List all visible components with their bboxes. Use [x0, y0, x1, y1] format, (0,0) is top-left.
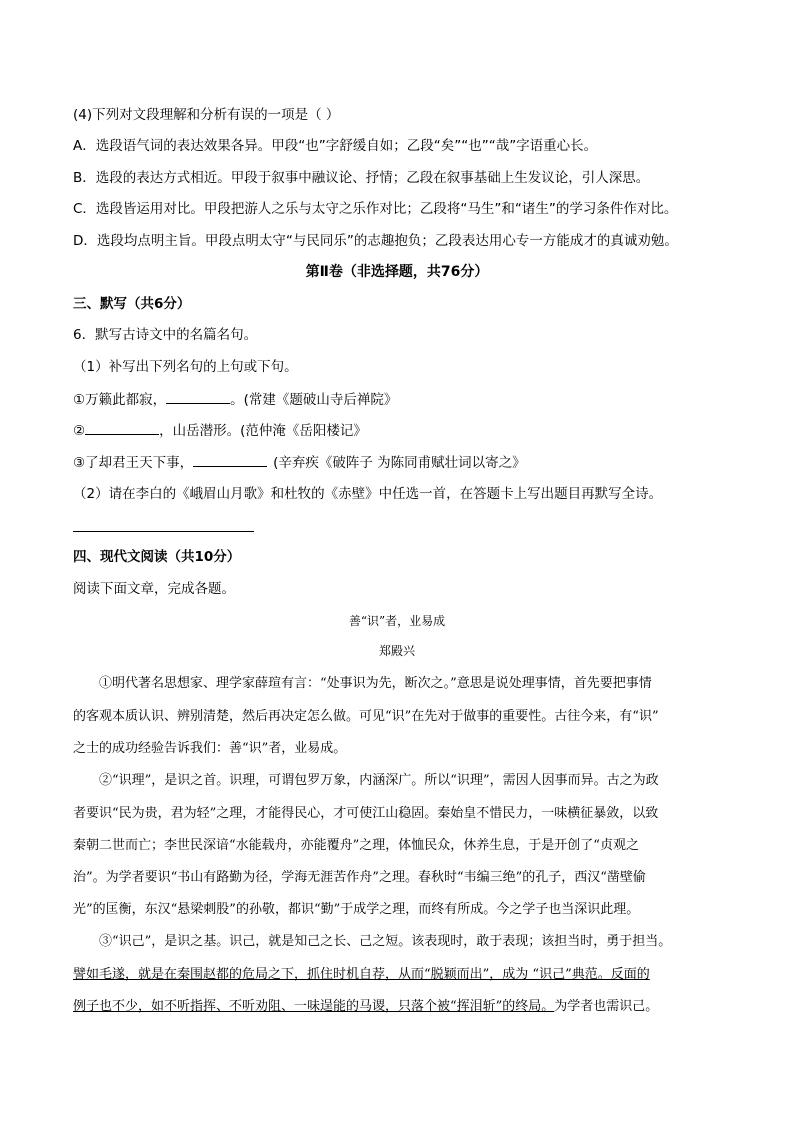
q4-stem: (4)下列对文段理解和分析有误的一项是（ ）	[73, 107, 340, 123]
sub-question-1: （1）补写出下列名句的上句或下句。	[73, 359, 298, 375]
fill-line-2-suffix: ，山岳潜形。(范仲淹《岳阳楼记》	[159, 423, 367, 439]
paragraph-2-line-5: 光”的匡衡，东汉“悬梁刺股”的孙敬，都识“勤”于成学之理，而终有所成。今之学子也当深识此理。	[73, 902, 640, 917]
question-6: 6．默写古诗文中的名篇名句。	[73, 327, 258, 343]
paragraph-1-line-1: ①明代著名思想家、理学家薛瑄有言：“处事识为先，断次之。”意思是说处理事情，首先要把事情	[99, 676, 652, 691]
divider-line	[73, 531, 254, 532]
paragraph-2-line-4: 治”。为学者要识“书山有路勤为径，学海无涯苦作舟”之理。春秋时“韦编三绝”的孔子，西汉“凿壁偷	[73, 870, 646, 885]
paragraph-1-line-3: 之士的成功经验告诉我们：善“识”者，业易成。	[73, 741, 347, 756]
paragraph-2-line-1: ②“识理”，是识之首。识理，可谓包罗万象，内涵深广。所以“识理”，需因人因事而异。古之为政	[99, 773, 659, 788]
sub-question-2: （2）请在李白的《峨眉山月歌》和杜牧的《赤壁》中任选一首，在答题卡上写出题目再默写全诗。	[73, 486, 663, 502]
q4-option-b: B．选段的表达方式相近。甲段于叙事中融议论、抒情；乙段在叙事基础上生发议论，引人深思。	[73, 170, 650, 186]
answer-blank-1[interactable]	[166, 390, 230, 404]
fill-line-1	[73, 390, 397, 409]
paragraph-1-line-2: 的客观本质认识、辨别清楚，然后再决定怎么做。可见“识”在先对于做事的重要性。古往今来，有“识”	[73, 709, 659, 724]
answer-blank-3[interactable]	[193, 453, 267, 467]
article-author: 郑殿兴	[378, 644, 415, 658]
section-3-title: 三、默写（共6分）	[73, 296, 191, 312]
article-title: 善“识”者，业易成	[348, 614, 446, 628]
fill-line-1-suffix: 。(常建《题破山寺后禅院》	[230, 392, 398, 408]
fill-line-2-prefix: ②	[73, 423, 86, 439]
fill-line-3-suffix: (辛弃疾《破阵子 为陈同甫赋壮词以寄之》	[273, 455, 526, 471]
paragraph-3-line-2: 譬如毛遂，就是在秦围赵都的危局之下，抓住时机自荐，从而“脱颖而出”，成为 “识己”典范。反面的	[73, 967, 650, 982]
paragraph-3-line-1: ③“识己”，是识之基。识己，就是知己之长、己之短。该表现时，敢于表现；该担当时，勇于担当。	[99, 934, 672, 949]
paragraph-3-tail-text: 为学者也需识己。	[554, 999, 659, 1014]
section-4-title: 四、现代文阅读（共10分）	[73, 549, 241, 565]
q4-option-c: C．选段皆运用对比。甲段把游人之乐与太守之乐作对比；乙段将“马生”和“诸生”的学习条件作对比。	[73, 201, 678, 217]
paragraph-2-line-2: 者要识“民为贵，君为轻”之理，才能得民心，才可使江山稳固。秦始皇不惜民力，一味横征暴敛，以致	[73, 806, 659, 821]
fill-line-1-prefix: ①万籁此都寂，	[73, 392, 167, 408]
fill-line-3-prefix: ③了却君王天下事，	[73, 455, 194, 471]
volume-heading: 第Ⅱ卷（非选择题，共76分）	[305, 264, 489, 280]
paragraph-3-underlined-text: 例子也不少，如不听指挥、不听劝阻、一味逞能的马谡，只落个被“挥泪斩”的终局。	[73, 999, 555, 1014]
fill-line-3	[73, 453, 526, 472]
reading-intro: 阅读下面文章，完成各题。	[73, 581, 235, 597]
q4-option-d: D．选段均点明主旨。甲段点明太守“与民同乐”的志趣抱负；乙段表达用心专一方能成才的真诚劝勉。	[73, 233, 678, 249]
answer-blank-2[interactable]	[85, 421, 159, 435]
fill-line-2	[73, 421, 367, 440]
q4-option-a: A．选段语气词的表达效果各异。甲段“也”字舒缓自如；乙段“矣”“也”“哉”字语重心长。	[73, 138, 598, 154]
paragraph-3-line-3	[73, 998, 723, 1016]
paragraph-2-line-3: 秦朝二世而亡；李世民深谙“水能载舟，亦能覆舟”之理，体恤民众，休养生息，于是开创了“贞观之	[73, 838, 639, 853]
